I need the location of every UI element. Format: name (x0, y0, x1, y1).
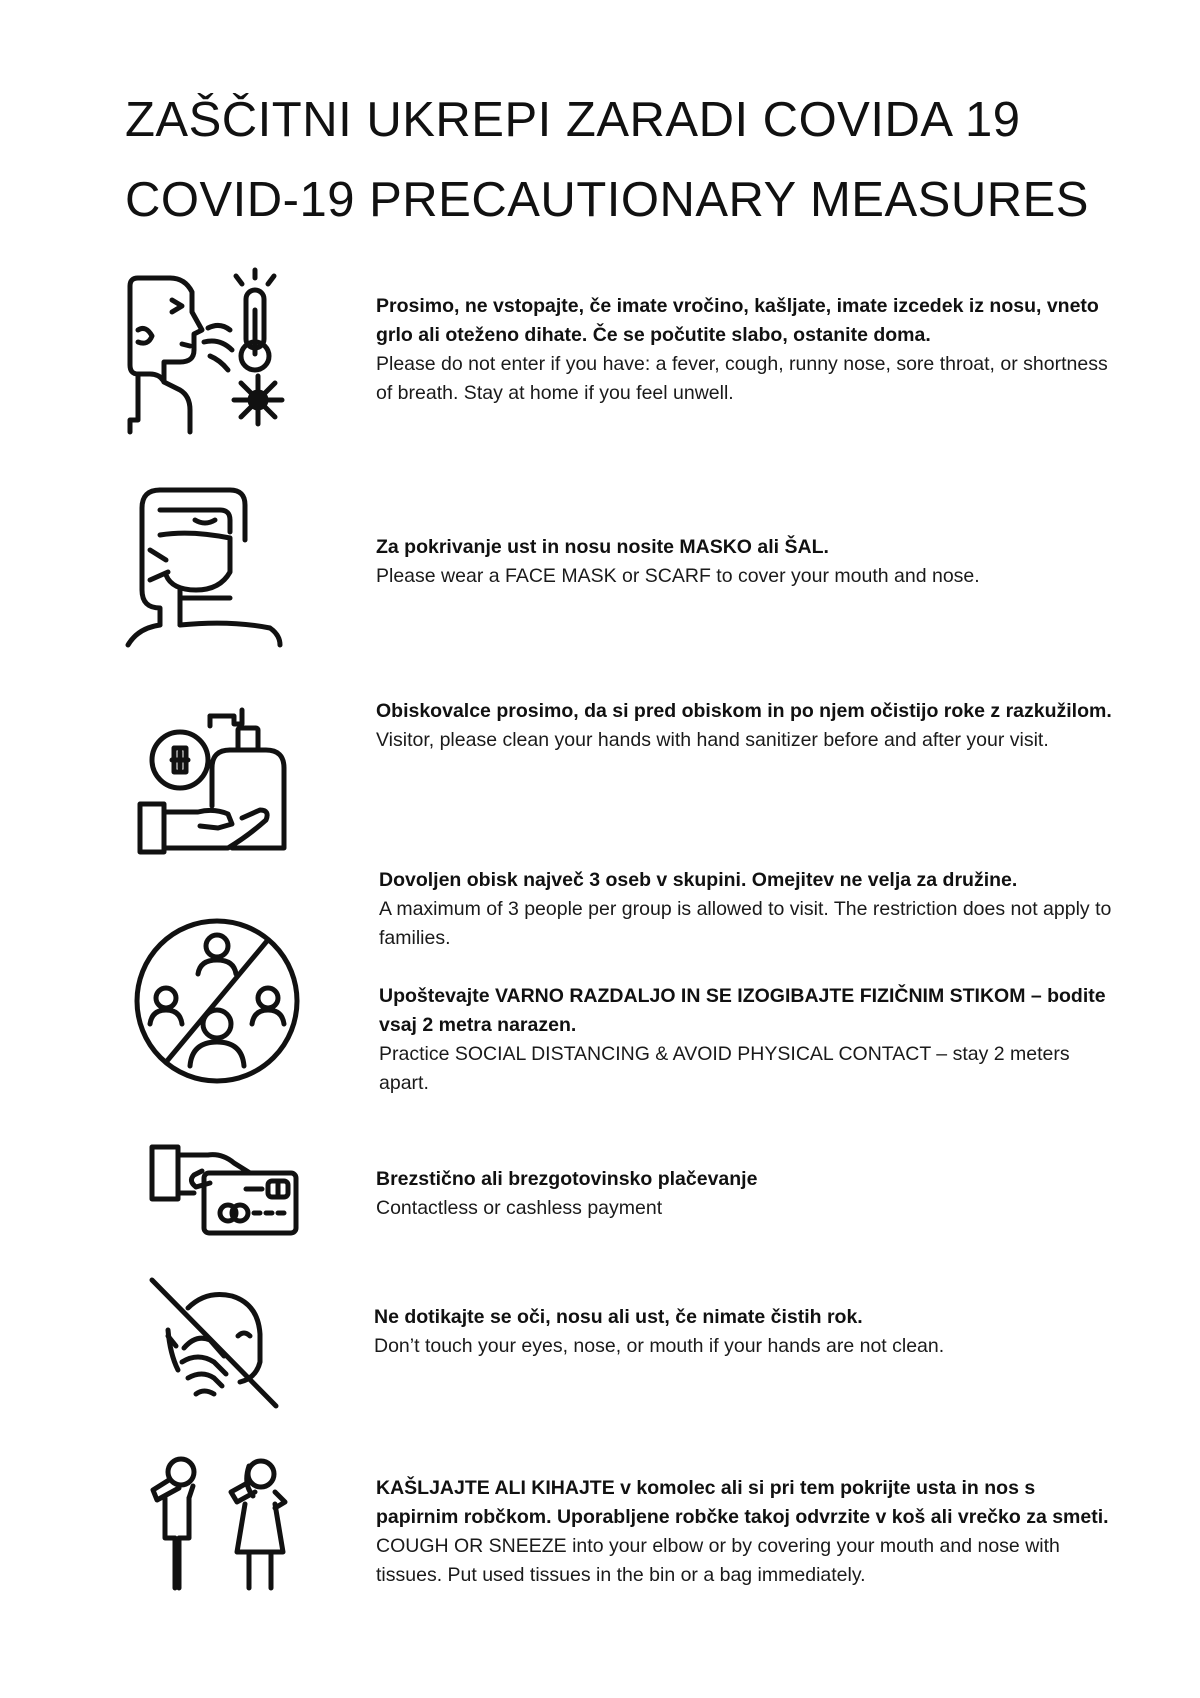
measure-cough-english: COUGH OR SNEEZE into your elbow or by covering your mouth and nose with tissues. Put used tissues in the bin or a bag immediately. (376, 1535, 1060, 1586)
contactless-card-icon (150, 1143, 300, 1238)
cough-elbow-icon (145, 1452, 305, 1592)
fever-cough-icon (120, 270, 300, 440)
measure-face-slovenian: Ne dotikajte se oči, nosu ali ust, če nimate čistih rok. (374, 1306, 863, 1328)
measure-mask-slovenian: Za pokrivanje ust in nosu nosite MASKO ali ŠAL. (376, 536, 829, 558)
measure-distance-english: Practice SOCIAL DISTANCING & AVOID PHYSICAL CONTACT – stay 2 meters apart. (379, 1043, 1070, 1094)
no-crowds-icon (132, 916, 302, 1086)
hand-sanitizer-icon (138, 708, 298, 858)
measure-fever-english: Please do not enter if you have: a fever, cough, runny nose, sore throat, or shortness of breath. Stay at home if you feel unwell. (376, 353, 1108, 404)
measure-sanitizer (376, 697, 1156, 755)
page-title (125, 80, 1089, 240)
measure-payment-slovenian: Brezstično ali brezgotovinsko plačevanje (376, 1168, 758, 1190)
no-face-touch-icon (148, 1278, 283, 1408)
measure-mask (376, 533, 1116, 591)
measure-distancing (379, 866, 1119, 1098)
measure-sanitizer-slovenian: Obiskovalce prosimo, da si pred obiskom in po njem očistijo roke z razkužilom. (376, 700, 1112, 722)
measure-mask-english: Please wear a FACE MASK or SCARF to cover your mouth and nose. (376, 565, 980, 587)
measure-sanitizer-english: Visitor, please clean your hands with hand sanitizer before and after your visit. (376, 729, 1049, 751)
measure-group-slovenian: Dovoljen obisk največ 3 oseb v skupini. Omejitev ne velja za družine. (379, 869, 1018, 891)
face-mask-icon (120, 480, 280, 650)
title-english: COVID-19 PRECAUTIONARY MEASURES (125, 173, 1089, 227)
measure-fever (376, 292, 1116, 408)
measure-payment-english: Contactless or cashless payment (376, 1197, 663, 1219)
measure-cough-slovenian: KAŠLJAJTE ALI KIHAJTE v komolec ali si pri tem pokrijte usta in nos s papirnim robčkom. Uporabljene robčke takoj odvrzite v koš ali vrečko za smeti. (376, 1477, 1109, 1528)
measure-face-english: Don’t touch your eyes, nose, or mouth if your hands are not clean. (374, 1335, 945, 1357)
measure-payment (376, 1165, 1116, 1223)
measure-cough (376, 1474, 1116, 1590)
measure-distance-slovenian: Upoštevajte VARNO RAZDALJO IN SE IZOGIBAJTE FIZIČNIM STIKOM – bodite vsaj 2 metra narazen. (379, 985, 1106, 1036)
measure-face (374, 1303, 1114, 1361)
title-slovenian: ZAŠČITNI UKREPI ZARADI COVIDA 19 (125, 93, 1021, 147)
measure-fever-slovenian: Prosimo, ne vstopajte, če imate vročino, kašljate, imate izcedek iz nosu, vneto grlo ali oteženo dihate. Če se počutite slabo, ostanite doma. (376, 295, 1099, 346)
measure-group-english: A maximum of 3 people per group is allowed to visit. The restriction does not apply to families. (379, 898, 1112, 949)
